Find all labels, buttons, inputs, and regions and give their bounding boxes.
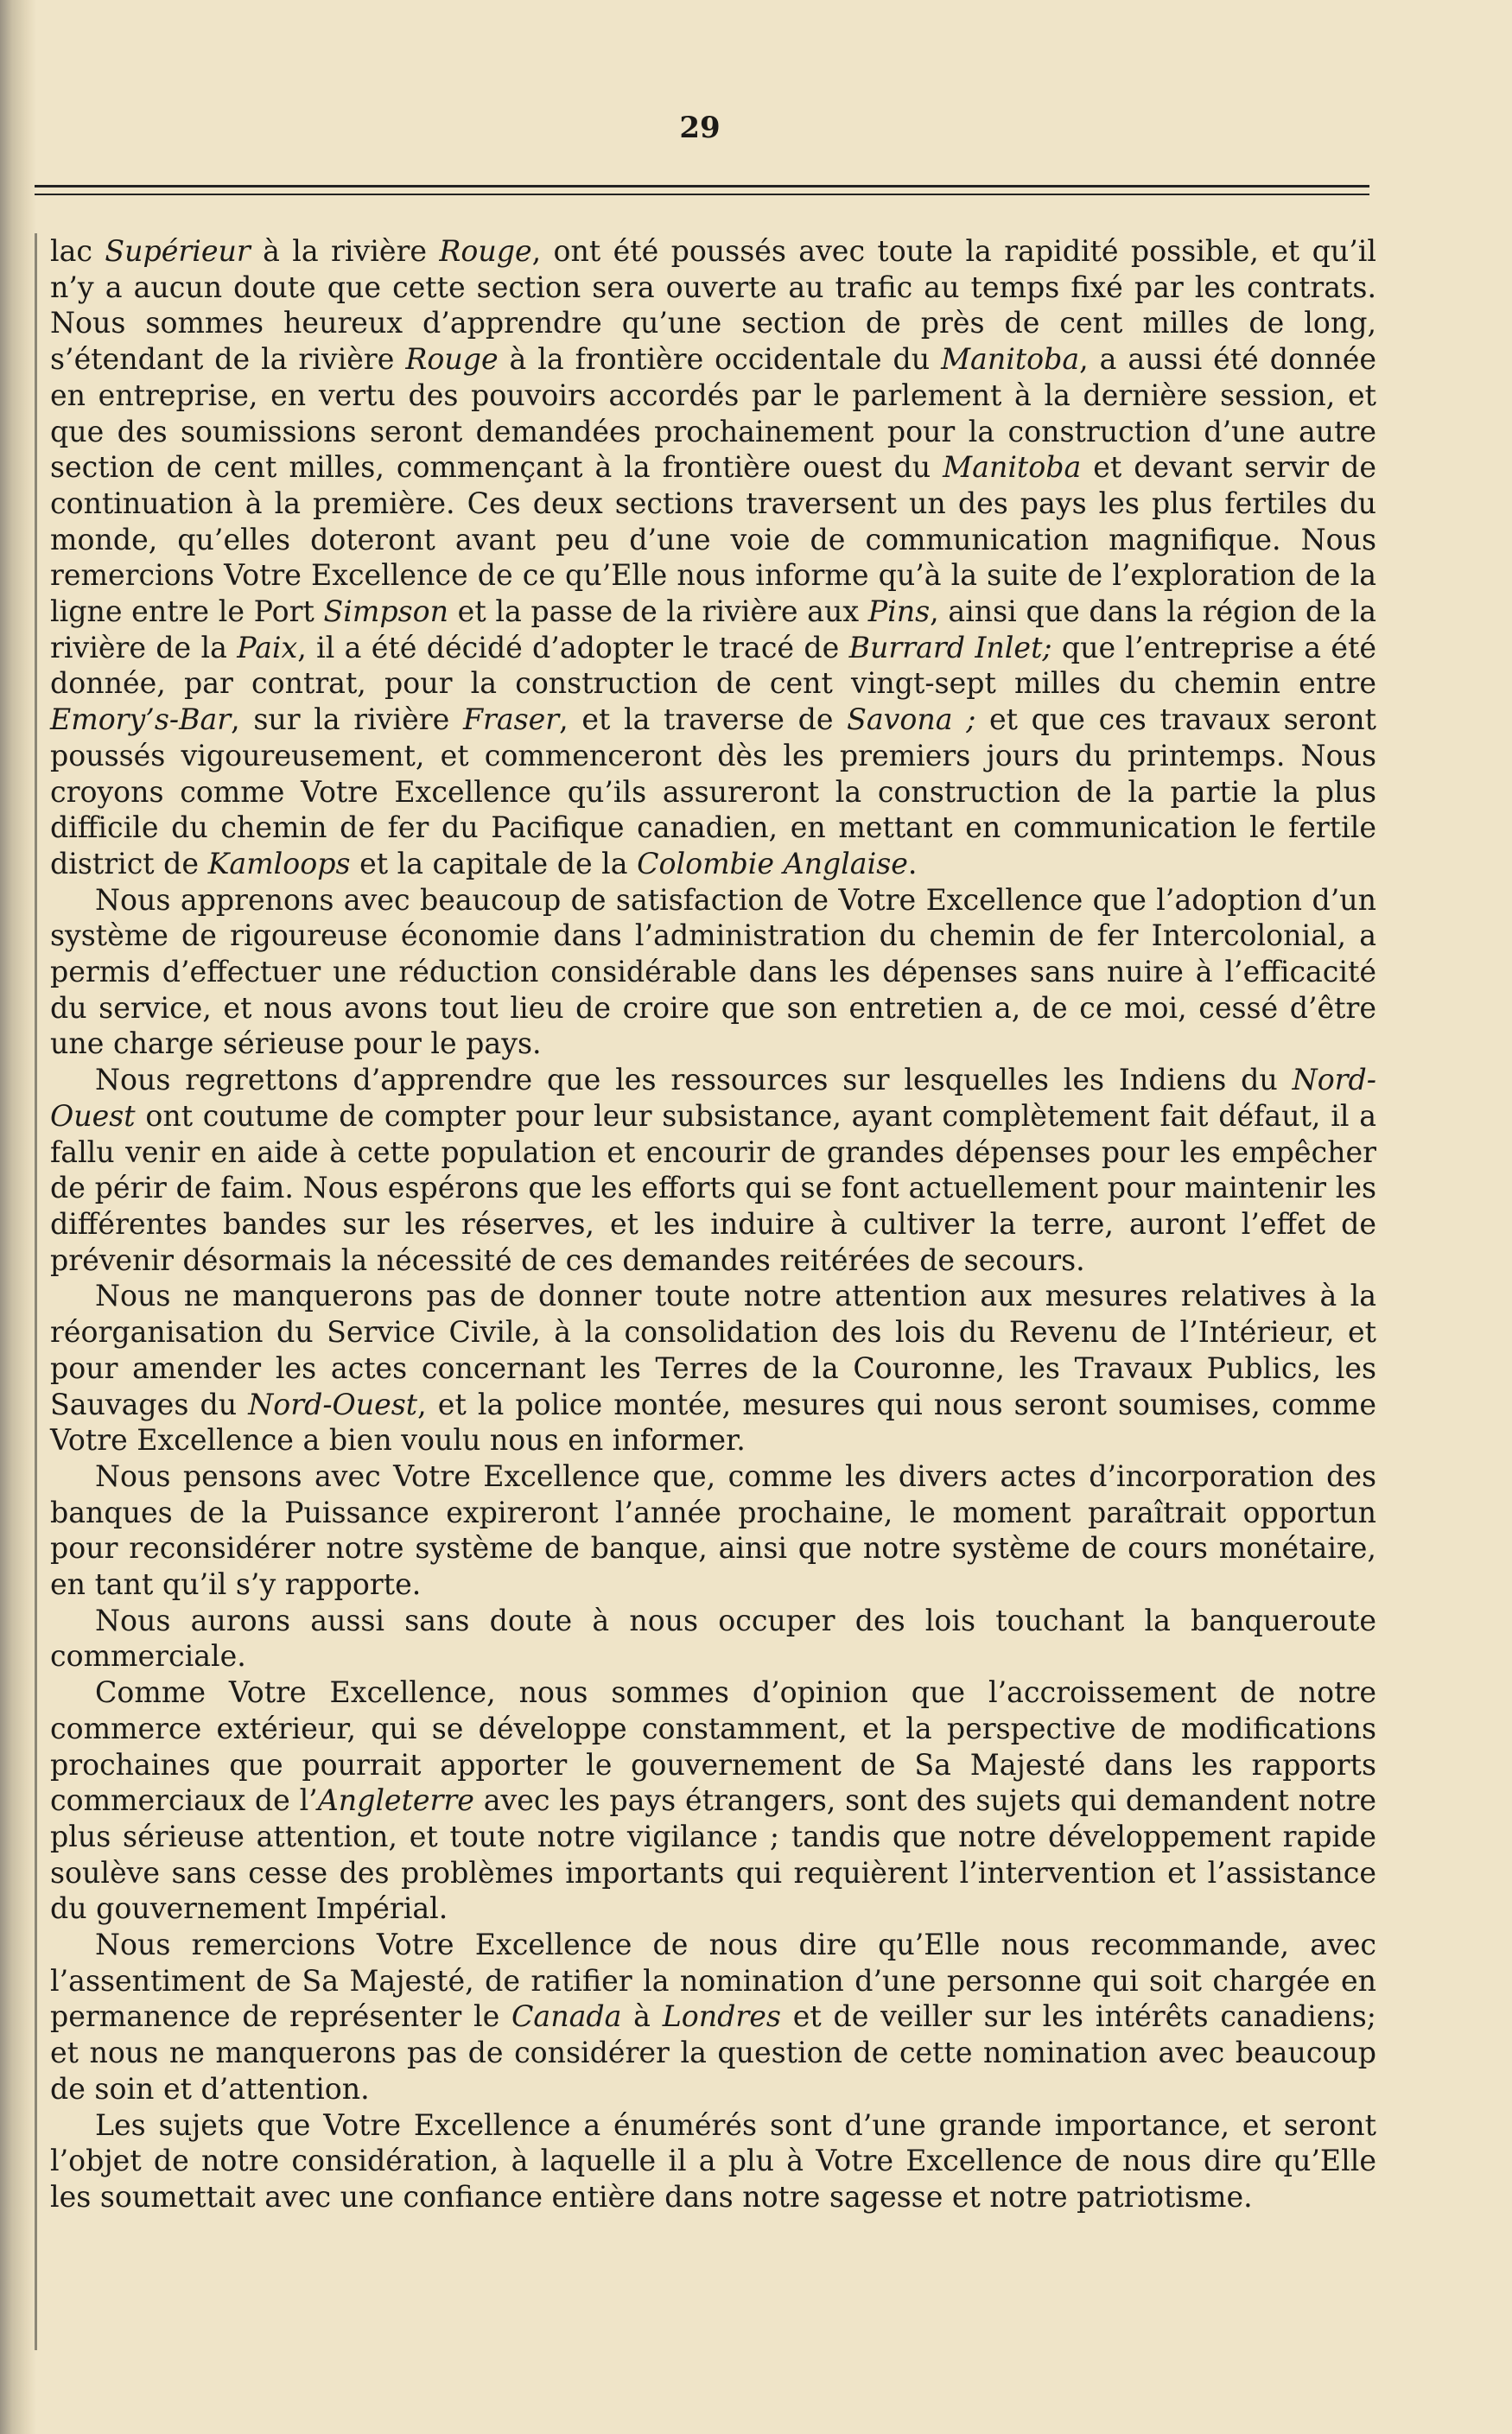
text-run: et la passe de la rivière aux [448,594,868,629]
italic-term: Manitoba [941,342,1080,377]
text-run: , ainsi que dans la région de la rivière de la [50,594,1377,664]
italic-term: Rouge [405,342,499,377]
paragraph [50,1062,1376,1278]
paragraph [50,1675,1376,1927]
text-run: lac [50,234,105,268]
text-run: Comme Votre Excellence, nous sommes d’opinion que l’accroissement de notre commerce extérieur, qui se développe constamment, et la perspective de modifications prochaines que pourrait apporter le gouvernement de Sa Majesté dans les rapports commerciaux de l’ [50,1675,1376,1818]
text-run: , sur la rivière [231,702,463,737]
text-run: à [621,1999,663,2034]
italic-term: Rouge [439,234,532,268]
italic-term: Pins [867,594,931,629]
text-run: , a aussi été donnée en entreprise, en vertu des pouvoirs accordés par le parlement à la dernière session, et que des soumissions seront demandées prochainement pour la construction d’une autre section de cent milles, commençant à la frontière ouest du [50,342,1376,485]
page-number: 29 [679,111,721,145]
text-run: . [907,846,918,880]
italic-term: Colombie Anglaise [637,846,908,880]
text-run: , il a été décidé d’adopter le tracé de [297,630,849,664]
text-run: ont coutume de compter pour leur subsistance, ayant complètement fait défaut, il a fallu venir en aide à cette population et encourir de grandes dépenses pour les empêcher de périr de faim. Nous espérons que les efforts qui se font actuellement pour maintenir les différentes bandes sur les réserves, et les induire à cultiver la terre, auront l’effet de prévenir désormais la nécessité de ces demandes reitérées de secours. [50,1098,1376,1277]
text-run: et devant servir de continuation à la première. Ces deux sections traversent un des pays les plus fertiles du monde, qu’elles doteront avant peu d’une voie de communication magnifique. Nous remercions Votre Excellence de ce qu’Elle nous informe qu’à la suite de l’exploration de la ligne entre le Port [50,450,1376,629]
italic-term: Nord-Ouest [50,1063,1376,1133]
italic-term: Kamloops [207,846,351,880]
text-run: Nous regrettons d’apprendre que les ressources sur lesquelles les Indiens du [95,1063,1293,1097]
paragraph [50,1278,1376,1458]
text-run: Les sujets que Votre Excellence a énumérés sont d’une grande importance, et seront l’objet de notre considération, à laquelle il a plu à Votre Excellence de nous dire qu’Elle les soumettait avec une confiance entière dans notre sagesse et notre patriotisme. [50,2107,1376,2214]
italic-term: Fraser [462,702,560,737]
text-run: , et la traverse de [559,702,848,737]
text-run: à la frontière occidentale du [498,342,942,377]
paragraph [50,1603,1376,1675]
binding-edge [35,233,37,2350]
page-gutter [0,0,36,2434]
paragraph [50,2107,1376,2215]
text-run: Nous remercions Votre Excellence de nous dire qu’Elle nous recommande, avec l’assentiment de Sa Majesté, de ratifier la nomination d’une personne qui soit chargée en permanence de représenter le [50,1928,1376,2034]
text-run: que l’entreprise a été donnée, par contrat, pour la construction de cent vingt-sept milles du chemin entre [50,630,1376,701]
text-run: et que ces travaux seront poussés vigoureusement, et commenceront dès les premiers jours du printemps. Nous croyons comme Votre Excellence qu’ils assureront la construction de la partie la plus difficile du chemin de fer du Pacifique canadien, en mettant en communication le fertile district de [50,702,1376,880]
text-run: , ont été poussés avec toute la rapidité possible, et qu’il n’y a aucun doute que cette section sera ouverte au trafic au temps fixé par les contrats. Nous sommes heureux d’apprendre qu’une section de près de cent milles de long, s’étendant de la rivière [50,234,1376,377]
text-run: à la rivière [250,234,440,268]
text-run: Nous aurons aussi sans doute à nous occuper des lois touchant la banqueroute commerciale. [50,1603,1376,1674]
text-run: , et la police montée, mesures qui nous seront soumises, comme Votre Excellence a bien voulu nous en informer. [50,1387,1376,1458]
italic-term: Savona ; [847,702,976,737]
text-run: avec les pays étrangers, sont des sujets qui demandent notre plus sérieuse attention, et toute notre vigilance ; tandis que notre développement rapide soulève sans cesse des problèmes importants qui requièrent l’intervention et l’assistance du gouvernement Impérial. [50,1783,1376,1926]
paragraph [50,882,1376,1063]
italic-term: Paix [237,630,298,664]
text-run: et la capitale de la [350,846,638,880]
italic-term: Canada [511,1999,622,2034]
italic-term: Emory’s-Bar [50,702,232,737]
header-rule-thin [35,194,1369,195]
text-run: Nous pensons avec Votre Excellence que, comme les divers actes d’incorporation des banques de la Puissance expireront l’année prochaine, le moment paraîtrait opportun pour reconsidérer notre système de banque, ainsi que notre système de cours monétaire, en tant qu’il s’y rapporte. [50,1458,1376,1602]
italic-term: Simpson [323,594,448,629]
text-run: et de veiller sur les intérêts canadiens; et nous ne manquerons pas de considérer la question de cette nomination avec beaucoup de soin et d’attention. [50,1999,1376,2106]
text-run: Nous apprenons avec beaucoup de satisfaction de Votre Excellence que l’adoption d’un système de rigoureuse économie dans l’administration du chemin de fer Intercolonial, a permis d’effectuer une réduction considérable dans les dépenses sans nuire à l’efficacité du service, et nous avons tout lieu de croire que son entretien a, de ce moi, cessé d’être une charge sérieuse pour le pays. [50,882,1376,1061]
italic-term: Burrard Inlet; [848,630,1052,664]
italic-term: Angleterre [317,1783,474,1818]
italic-term: Nord-Ouest [248,1387,418,1421]
header-rule-thick [35,185,1369,187]
paragraph [50,233,1376,882]
text-run: Nous ne manquerons pas de donner toute notre attention aux mesures relatives à la réorganisation du Service Civile, à la consolidation des lois du Revenu de l’Intérieur, et pour amender les actes concernant les Terres de la Couronne, les Travaux Publics, les Sauvages du [50,1279,1376,1421]
body-text [50,233,1376,2215]
paragraph [50,1927,1376,2107]
italic-term: Londres [662,1999,781,2034]
italic-term: Supérieur [105,234,251,268]
paragraph [50,1458,1376,1603]
italic-term: Manitoba [943,450,1082,485]
